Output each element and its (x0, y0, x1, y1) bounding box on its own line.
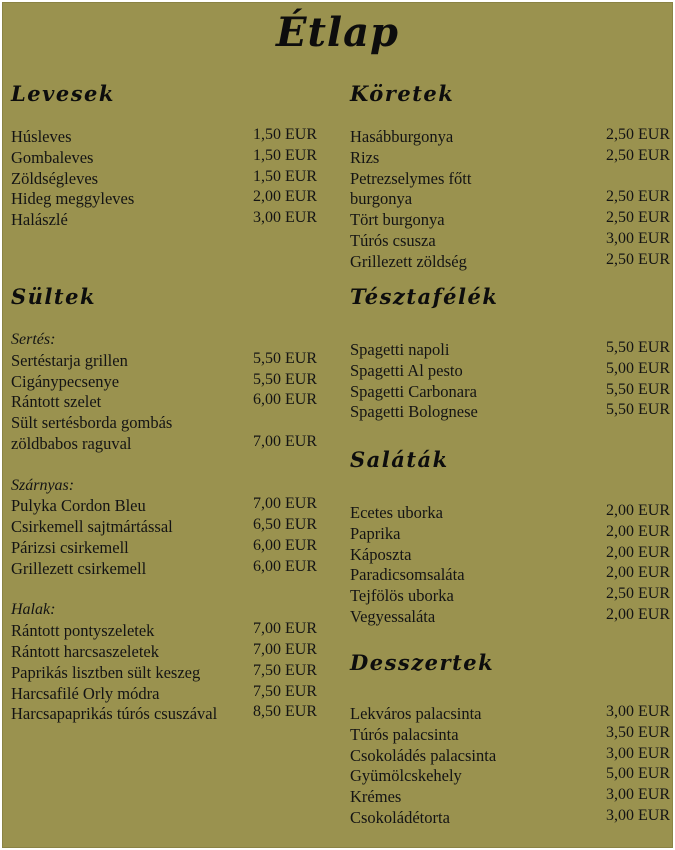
menu-item (350, 127, 670, 148)
item-price: 2,00 EUR (253, 188, 317, 206)
item-name: Harcsapaprikás túrós csuszával (11, 704, 218, 724)
item-price: 2,50 EUR (606, 188, 670, 206)
subsection-label-halak: Halak: (11, 601, 56, 619)
item-price: 1,50 EUR (253, 167, 317, 185)
item-price: 2,50 EUR (606, 585, 670, 603)
menu-item (11, 413, 317, 455)
menu-item (350, 586, 670, 607)
item-price: 5,00 EUR (606, 765, 670, 783)
subsection-label-sertes: Sertés: (11, 331, 56, 348)
menu-title: Étlap (275, 9, 400, 56)
section-tesztafelek (350, 284, 670, 423)
section-heading: Desszertek (350, 650, 495, 675)
menu-item (11, 538, 317, 559)
section-heading: Tésztafélék (350, 284, 499, 309)
item-name: Csokoládés palacsinta (350, 745, 497, 765)
item-price: 7,00 EUR (253, 432, 317, 450)
menu-item (350, 746, 670, 767)
menu-item (350, 565, 670, 586)
menu-item (350, 607, 670, 628)
item-price: 5,00 EUR (606, 359, 670, 377)
menu-item (350, 524, 670, 545)
section-koretek (350, 81, 670, 273)
item-price: 1,50 EUR (253, 126, 317, 143)
menu-item (11, 663, 317, 684)
item-price: 2,50 EUR (606, 146, 670, 164)
item-price: 7,00 EUR (253, 495, 317, 513)
menu-item (350, 402, 670, 423)
menu-item (11, 372, 317, 393)
item-price: 6,00 EUR (253, 536, 317, 554)
item-name: Káposzta (350, 544, 412, 564)
item-price: 7,50 EUR (253, 661, 317, 679)
item-name: Paradicsomsaláta (350, 565, 465, 585)
menu-page (2, 2, 673, 848)
spacer (11, 455, 317, 476)
menu-item (350, 252, 670, 273)
item-price: 3,00 EUR (606, 229, 670, 247)
menu-item (11, 189, 317, 210)
item-name: Gombaleves (11, 147, 94, 167)
menu-item (11, 704, 317, 725)
item-name: Rizs (350, 147, 380, 167)
item-price: 1,50 EUR (253, 146, 317, 164)
item-price: 7,00 EUR (253, 620, 317, 638)
item-name: Grillezett zöldség (350, 251, 467, 271)
item-name: Lekváros palacsinta (350, 704, 482, 723)
item-price: 2,00 EUR (606, 502, 670, 519)
item-name: Párizsi csirkemell (11, 537, 129, 557)
section-heading: Levesek (11, 81, 115, 106)
menu-item (350, 361, 670, 382)
item-name: Spagetti Bolognese (350, 402, 478, 422)
item-name: Sült sertésborda gombás zöldbabos raguval (11, 413, 173, 453)
item-name: Tejfölös uborka (350, 586, 454, 606)
item-price: 5,50 EUR (606, 401, 670, 419)
item-price: 7,50 EUR (253, 682, 317, 700)
item-price: 3,00 EUR (606, 744, 670, 762)
item-name: Harcsafilé Orly módra (11, 683, 160, 703)
item-name: Paprikás lisztben sült keszeg (11, 662, 201, 682)
item-name: Csokoládétorta (350, 807, 450, 827)
menu-item (350, 725, 670, 746)
item-price: 3,00 EUR (606, 806, 670, 824)
item-price: 5,50 EUR (606, 339, 670, 356)
menu-item (350, 148, 670, 169)
menu-item (11, 148, 317, 169)
item-name: Csirkemell sajtmártással (11, 517, 173, 537)
menu-item (11, 127, 317, 148)
subsection-label-szarnyas: Szárnyas: (11, 476, 75, 494)
menu-item (350, 231, 670, 252)
item-name: Krémes (350, 787, 402, 807)
menu-item (11, 496, 317, 517)
item-name: Halászlé (11, 210, 68, 230)
item-price: 5,50 EUR (606, 380, 670, 398)
item-price: 2,00 EUR (606, 522, 670, 540)
menu-item (350, 503, 670, 524)
item-name: Tört burgonya (350, 210, 445, 230)
item-name: Húsleves (11, 127, 72, 146)
item-name: Sertéstarja grillen (11, 350, 128, 370)
item-name: Rántott szelet (11, 392, 102, 412)
item-price: 2,00 EUR (606, 564, 670, 582)
menu-item (350, 704, 670, 725)
section-sultek (11, 284, 317, 725)
menu-item (11, 210, 317, 231)
section-salatak (350, 447, 670, 628)
menu-item (350, 340, 670, 361)
menu-item (350, 210, 670, 231)
item-price: 3,50 EUR (606, 723, 670, 741)
item-price: 2,00 EUR (606, 605, 670, 623)
item-name: Cigánypecsenye (11, 371, 120, 391)
item-name: Túrós csusza (350, 230, 436, 250)
menu-item (11, 642, 317, 663)
menu-item (350, 766, 670, 787)
menu-item (11, 169, 317, 190)
item-name: Gyümölcskehely (350, 766, 462, 786)
item-name: Grillezett csirkemell (11, 558, 147, 578)
item-name: Hideg meggyleves (11, 189, 135, 209)
section-levesek (11, 81, 317, 231)
item-name: Spagetti Carbonara (350, 381, 477, 401)
menu-item (11, 621, 317, 642)
section-heading: Sültek (11, 284, 97, 309)
menu-item (11, 559, 317, 580)
spacer (11, 580, 317, 601)
item-price: 2,50 EUR (606, 126, 670, 143)
item-price: 6,00 EUR (253, 391, 317, 409)
item-name: Rántott harcsaszeletek (11, 641, 159, 661)
menu-item (11, 351, 317, 372)
item-name: Zöldségleves (11, 168, 99, 188)
item-name: Hasábburgonya (350, 127, 454, 146)
item-price: 3,00 EUR (606, 786, 670, 804)
item-name: Pulyka Cordon Bleu (11, 496, 146, 516)
item-price: 2,00 EUR (606, 543, 670, 561)
menu-item (350, 808, 670, 829)
item-name: Ecetes uborka (350, 503, 443, 522)
item-name: Vegyessaláta (350, 606, 436, 626)
section-desszertek (350, 650, 670, 829)
item-price: 6,50 EUR (253, 516, 317, 534)
section-heading: Köretek (350, 81, 455, 106)
item-name: Spagetti Al pesto (350, 360, 463, 380)
item-price: 3,00 EUR (606, 703, 670, 720)
item-price: 3,00 EUR (253, 209, 317, 227)
item-name: Túrós palacsinta (350, 724, 459, 744)
menu-item (350, 545, 670, 566)
item-price: 6,00 EUR (253, 557, 317, 575)
item-price: 7,00 EUR (253, 640, 317, 658)
menu-item (11, 392, 317, 413)
item-name: Paprika (350, 523, 401, 543)
item-price: 2,50 EUR (606, 209, 670, 227)
item-price: 8,50 EUR (253, 703, 317, 721)
section-heading: Saláták (350, 447, 449, 472)
item-price: 5,50 EUR (253, 370, 317, 388)
item-name: Rántott pontyszeletek (11, 621, 155, 641)
item-price: 2,50 EUR (606, 250, 670, 268)
menu-item (11, 684, 317, 705)
item-name: Spagetti napoli (350, 340, 450, 359)
menu-item (11, 517, 317, 538)
item-name: Petrezselymes főtt burgonya (350, 168, 472, 209)
menu-item (350, 169, 670, 211)
menu-item (350, 787, 670, 808)
item-price: 5,50 EUR (253, 349, 317, 367)
menu-item (350, 382, 670, 403)
